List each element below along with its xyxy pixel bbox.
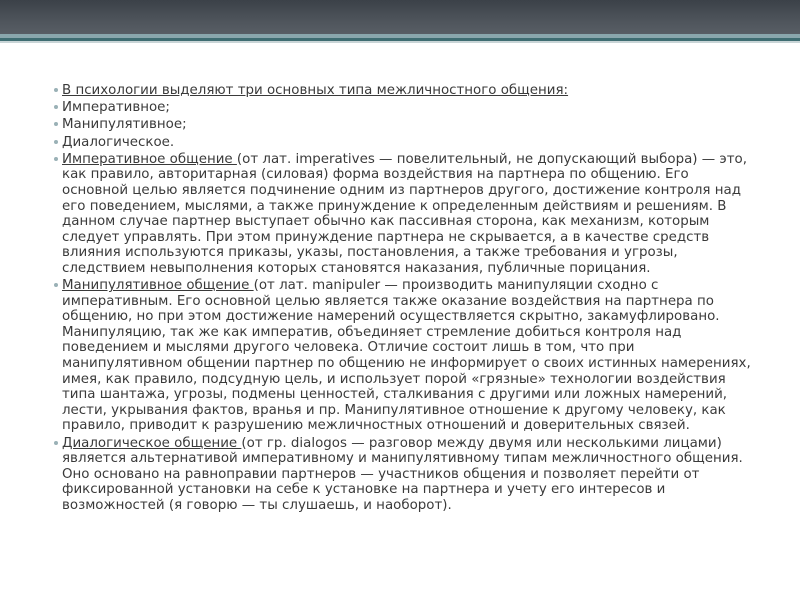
bullet-icon [54, 88, 58, 92]
bullet-text: Манипулятивное; [62, 117, 187, 133]
bullet-icon [54, 157, 58, 161]
bullet-item-manipulative-type [54, 117, 754, 133]
bullet-item-dialogic-type [54, 135, 754, 151]
bullet-item-imperative-type [54, 100, 754, 116]
bullet-lead: Императивное общение [62, 151, 237, 167]
bullet-text: (от лат. manipuler — производить манипуляции сходно с императивным. Его основной целью является также оказание воздействия на партнера по общению, но при этом достижение намерений осуществляется скрытно, закамуфлировано. Манипуляцию, так же как императив, объединяет стремление добиться контроля над поведением и мыслями другого человека. Отличие состоит лишь в том, что при манипулятивном общении партнер по общению не информирует о своих истинных намерениях, имея, как правило, подсудную цель, и использует порой «грязные» технологии воздействия типа шантажа, угрозы, подмены ценностей, сталкивания с другими или ложных намерений, лести, укрывания фактов, вранья и пр. Манипулятивное отношение к другому человеку, как правило, приводит к разрушению межличностных отношений и доверительных связей. [62, 278, 751, 434]
bullet-icon [54, 283, 58, 287]
bullet-icon [54, 105, 58, 109]
bullet-item-imperative-definition [54, 152, 754, 277]
bullet-icon [54, 140, 58, 144]
accent-line-light [0, 41, 800, 43]
bullet-text: (от гр. dialogos — разговор между двумя или несколькими лицами) является альтернативой императивному и манипулятивному типам межличностного общения. Оно основано на равноправии партнеров — участников общения и позволяет перейти от фиксированной установки на себе к установке на партнера и учету его интересов и возможностей (я говорю — ты слушаешь, и наоборот). [62, 435, 743, 513]
bullet-icon [54, 441, 58, 445]
header-band [0, 0, 800, 34]
bullet-lead: Манипулятивное общение [62, 278, 254, 294]
bullet-text: Диалогическое. [62, 134, 175, 150]
bullet-item-manipulative-definition [54, 278, 754, 434]
slide-content [54, 83, 754, 515]
bullet-list [54, 83, 754, 514]
bullet-lead: Диалогическое общение [62, 435, 242, 451]
bullet-item-dialogic-definition [54, 436, 754, 514]
bullet-lead: В психологии выделяют три основных типа межличностного общения: [62, 83, 569, 98]
bullet-text: (от лат. imperatives — повелительный, не допускающий выбора) — это, как правило, авторитарная (силовая) форма воздействия на партнера по общению. Его основной целью является подчинение одним из партнеров другого, достижение контроля над его поведением, мыслями, а также принуждение к определенным действиям и решениям. В данном случае партнер выступает обычно как пассивная сторона, как механизм, которым следует управлять. При этом принуждение партнера не скрывается, а в качестве средств влияния используются приказы, указы, постановления, а также требования и угрозы, следствием невыполнения которых становятся наказания, публичные порицания. [62, 151, 748, 276]
bullet-text: Императивное; [62, 100, 170, 116]
bullet-item-intro [54, 83, 754, 99]
bullet-icon [54, 122, 58, 126]
